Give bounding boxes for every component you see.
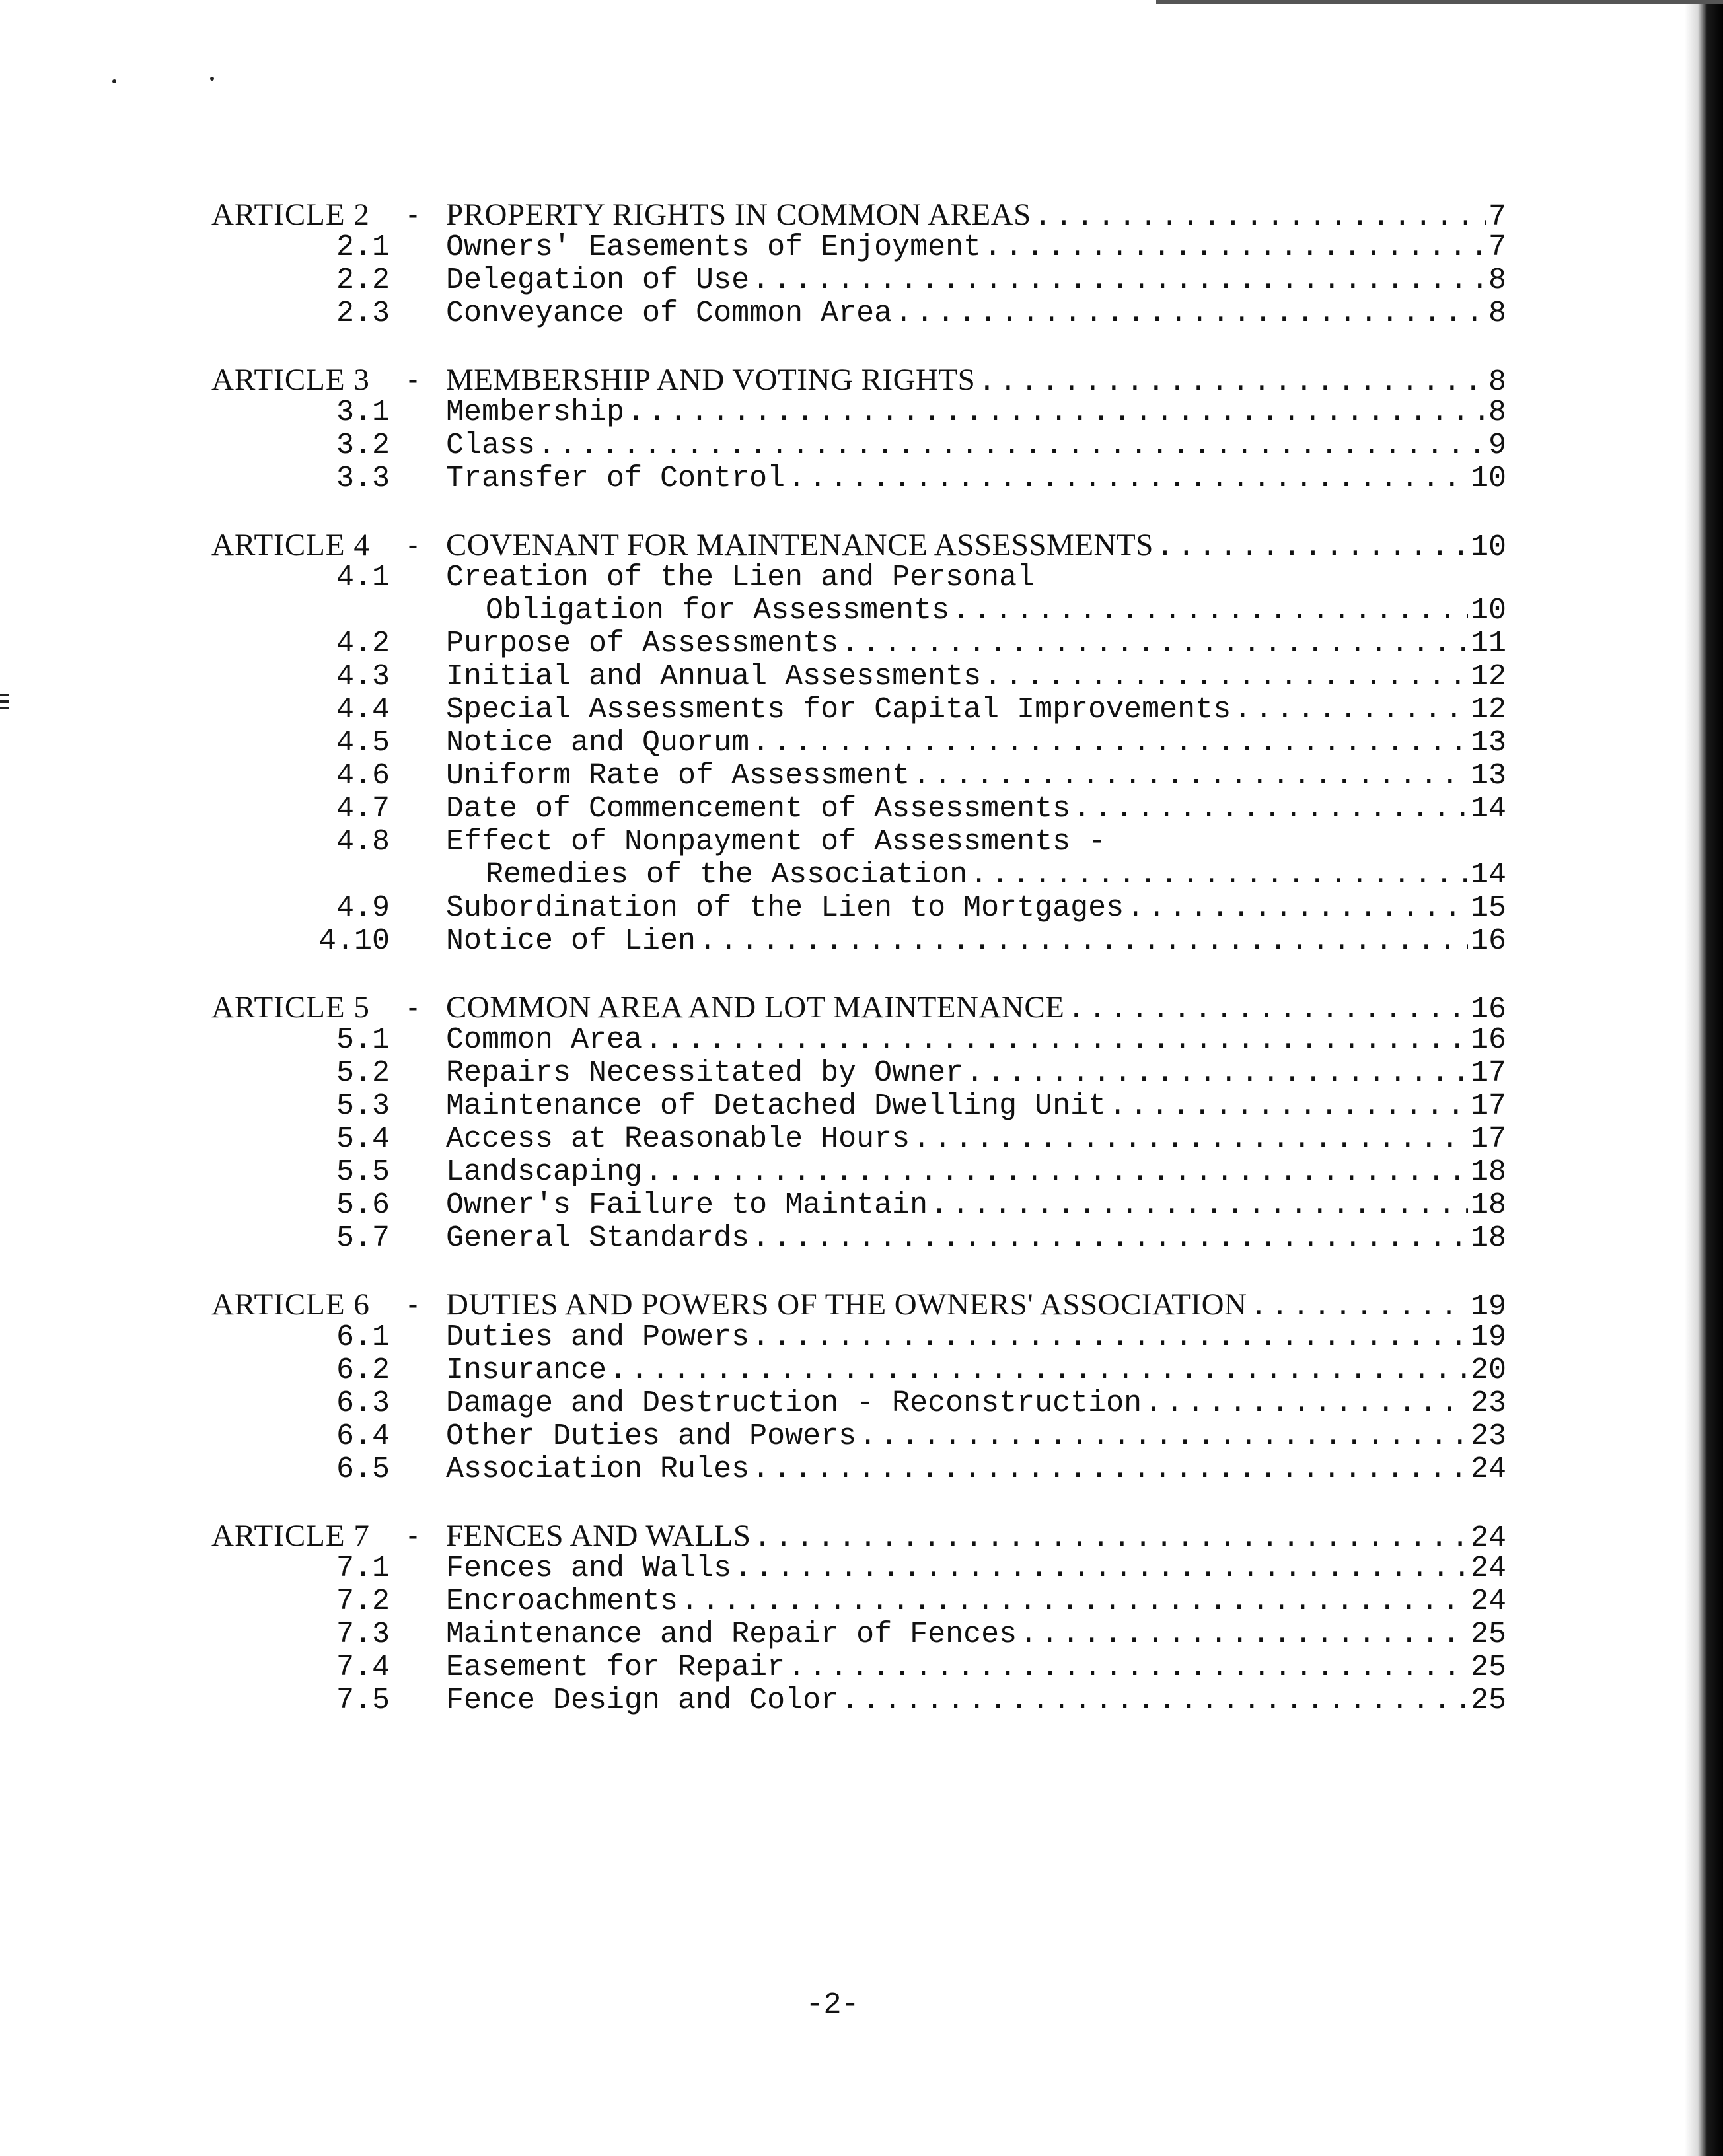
section-page: 24 xyxy=(1470,1585,1506,1618)
section-title: Transfer of Control xyxy=(446,462,786,495)
toc-section-line xyxy=(192,1552,1506,1585)
toc-section-line xyxy=(192,1057,1506,1090)
toc-article xyxy=(192,198,1506,330)
toc-section-line xyxy=(192,297,1506,330)
section-entry xyxy=(446,1090,1506,1123)
section-entry xyxy=(446,1189,1506,1222)
article-label: ARTICLE 3 xyxy=(211,363,370,397)
section-number: 7.1 xyxy=(336,1552,390,1585)
dot-leader xyxy=(1156,531,1468,564)
section-number: 4.8 xyxy=(336,825,390,859)
dot-leader xyxy=(1067,993,1468,1026)
section-page: 8 xyxy=(1488,396,1506,429)
section-entry xyxy=(446,1123,1506,1156)
section-page: 24 xyxy=(1470,1453,1506,1486)
toc-section-line xyxy=(192,429,1506,462)
section-page: 11 xyxy=(1470,627,1506,661)
section-title: Delegation of Use xyxy=(446,264,750,297)
toc-section-line xyxy=(192,561,1506,594)
section-number: 7.3 xyxy=(336,1618,390,1651)
section-page: 16 xyxy=(1470,924,1506,958)
toc-section-line xyxy=(192,628,1506,661)
section-number: 2.1 xyxy=(336,231,390,264)
dot-leader xyxy=(841,1684,1468,1717)
toc-article-heading xyxy=(192,1287,1506,1324)
toc-section-line xyxy=(192,793,1506,826)
article-entry xyxy=(446,198,1506,234)
section-entry xyxy=(446,1387,1506,1420)
toc-section-line xyxy=(192,1321,1506,1354)
section-page: 8 xyxy=(1488,297,1506,330)
article-label: ARTICLE 6 xyxy=(211,1287,370,1322)
section-entry xyxy=(446,231,1506,264)
dot-leader xyxy=(609,1354,1468,1387)
toc-section-line xyxy=(192,1387,1506,1420)
table-of-contents xyxy=(192,198,1506,1750)
dot-leader xyxy=(627,396,1486,429)
scan-speck xyxy=(112,79,116,83)
toc-section-line xyxy=(192,1123,1506,1156)
toc-article-heading xyxy=(192,528,1506,564)
article-page: 7 xyxy=(1488,200,1506,234)
section-page: 12 xyxy=(1470,693,1506,727)
article-page: 19 xyxy=(1470,1290,1506,1324)
dot-leader xyxy=(680,1585,1468,1618)
dot-leader xyxy=(895,297,1486,330)
section-entry xyxy=(446,1552,1506,1585)
section-entry xyxy=(446,396,1506,429)
article-label: ARTICLE 2 xyxy=(211,198,370,232)
section-number: 4.2 xyxy=(336,627,390,661)
section-entry xyxy=(446,561,1506,594)
section-title: General Standards xyxy=(446,1221,750,1255)
section-page: 13 xyxy=(1470,759,1506,793)
section-entry xyxy=(446,661,1506,694)
section-number: 2.3 xyxy=(336,297,390,330)
section-title: Damage and Destruction - Reconstruction xyxy=(446,1386,1142,1420)
toc-section-line xyxy=(192,1090,1506,1123)
article-page: 16 xyxy=(1470,993,1506,1026)
section-number: 5.1 xyxy=(336,1023,390,1057)
section-title: Purpose of Assessments xyxy=(446,627,839,661)
section-entry xyxy=(486,594,1506,628)
toc-section-line xyxy=(192,1189,1506,1222)
toc-section-line xyxy=(192,462,1506,495)
section-entry xyxy=(446,429,1506,462)
section-entry xyxy=(446,1024,1506,1057)
scan-edge-top xyxy=(1156,0,1723,4)
section-number: 4.10 xyxy=(318,924,390,958)
dot-leader xyxy=(645,1156,1468,1189)
dot-leader xyxy=(984,231,1486,264)
section-title: Association Rules xyxy=(446,1453,750,1486)
section-entry xyxy=(446,892,1506,925)
toc-section-line xyxy=(192,892,1506,925)
section-entry xyxy=(446,1684,1506,1717)
dot-leader xyxy=(752,1321,1468,1354)
article-dash: - xyxy=(408,990,418,1024)
dot-leader xyxy=(1109,1090,1468,1123)
toc-section-line xyxy=(192,694,1506,727)
toc-section-line xyxy=(192,1684,1506,1717)
toc-section-line xyxy=(192,1420,1506,1453)
section-number: 6.4 xyxy=(336,1419,390,1453)
article-entry xyxy=(446,1519,1506,1555)
toc-section-line xyxy=(192,760,1506,793)
section-number: 7.2 xyxy=(336,1585,390,1618)
section-page: 9 xyxy=(1488,429,1506,462)
dot-leader xyxy=(966,1057,1468,1090)
section-title: Effect of Nonpayment of Assessments - xyxy=(446,825,1107,859)
dot-leader xyxy=(970,859,1468,892)
dot-leader xyxy=(788,462,1468,495)
section-number: 4.5 xyxy=(336,726,390,760)
toc-article xyxy=(192,528,1506,958)
section-entry xyxy=(446,1618,1506,1651)
section-title: Notice of Lien xyxy=(446,924,696,958)
section-entry xyxy=(446,727,1506,760)
article-dash: - xyxy=(408,1519,418,1552)
dot-leader xyxy=(841,628,1468,661)
section-page: 16 xyxy=(1470,1023,1506,1057)
toc-section-line xyxy=(192,859,1506,892)
section-number: 5.3 xyxy=(336,1089,390,1123)
section-page: 18 xyxy=(1470,1155,1506,1189)
section-page: 14 xyxy=(1470,792,1506,826)
toc-section-line xyxy=(192,826,1506,859)
toc-article-heading xyxy=(192,363,1506,399)
section-entry xyxy=(446,1453,1506,1486)
section-number: 6.2 xyxy=(336,1353,390,1387)
scan-speck xyxy=(210,77,214,81)
dot-leader xyxy=(1073,793,1468,826)
article-entry xyxy=(446,991,1506,1026)
section-page: 18 xyxy=(1470,1221,1506,1255)
article-dash: - xyxy=(408,528,418,561)
section-title: Encroachments xyxy=(446,1585,678,1618)
section-title: Owners' Easements of Enjoyment xyxy=(446,231,982,264)
toc-section-line xyxy=(192,661,1506,694)
dot-leader xyxy=(978,366,1486,399)
section-title: Common Area xyxy=(446,1023,643,1057)
toc-article xyxy=(192,1519,1506,1717)
toc-section-line xyxy=(192,1585,1506,1618)
article-page: 10 xyxy=(1470,530,1506,564)
dot-leader xyxy=(912,760,1468,793)
section-title: Insurance xyxy=(446,1353,607,1387)
dot-leader xyxy=(1144,1387,1468,1420)
dot-leader xyxy=(912,1123,1468,1156)
section-page: 17 xyxy=(1470,1056,1506,1090)
toc-article xyxy=(192,991,1506,1255)
section-page: 7 xyxy=(1488,231,1506,264)
section-number: 4.4 xyxy=(336,693,390,727)
section-entry xyxy=(446,1651,1506,1684)
section-number: 4.3 xyxy=(336,660,390,694)
toc-section-line xyxy=(192,396,1506,429)
section-entry xyxy=(446,1057,1506,1090)
section-page: 17 xyxy=(1470,1089,1506,1123)
section-page: 25 xyxy=(1470,1651,1506,1684)
section-entry xyxy=(446,297,1506,330)
section-entry xyxy=(486,859,1506,892)
section-number: 5.7 xyxy=(336,1221,390,1255)
article-label: ARTICLE 7 xyxy=(211,1519,370,1553)
toc-article xyxy=(192,363,1506,495)
section-title: Fences and Walls xyxy=(446,1552,732,1585)
section-page: 8 xyxy=(1488,264,1506,297)
dot-leader xyxy=(752,264,1486,297)
article-page: 24 xyxy=(1470,1521,1506,1555)
toc-section-line xyxy=(192,1618,1506,1651)
dot-leader xyxy=(1019,1618,1468,1651)
toc-article-heading xyxy=(192,198,1506,234)
section-page: 24 xyxy=(1470,1552,1506,1585)
section-page: 10 xyxy=(1470,462,1506,495)
section-number: 5.6 xyxy=(336,1188,390,1222)
section-number: 4.6 xyxy=(336,759,390,793)
toc-section-line xyxy=(192,1024,1506,1057)
section-title: Access at Reasonable Hours xyxy=(446,1122,910,1156)
toc-section-line xyxy=(192,925,1506,958)
section-number: 3.3 xyxy=(336,462,390,495)
section-number: 7.5 xyxy=(336,1684,390,1717)
section-title: Maintenance and Repair of Fences xyxy=(446,1618,1017,1651)
article-title: PROPERTY RIGHTS IN COMMON AREAS xyxy=(446,198,1031,232)
toc-section-line xyxy=(192,594,1506,628)
dot-leader xyxy=(538,429,1486,462)
scan-edge-right xyxy=(1685,0,1723,2156)
dot-leader xyxy=(788,1651,1468,1684)
section-title: Creation of the Lien and Personal xyxy=(446,561,1035,594)
toc-article xyxy=(192,1288,1506,1486)
section-title: Fence Design and Color xyxy=(446,1684,839,1717)
article-entry xyxy=(446,528,1506,564)
section-number: 5.5 xyxy=(336,1155,390,1189)
dot-leader xyxy=(1034,201,1486,234)
section-title: Special Assessments for Capital Improvements xyxy=(446,693,1231,727)
section-page: 10 xyxy=(1470,594,1506,628)
scan-mark xyxy=(0,707,9,709)
article-title: DUTIES AND POWERS OF THE OWNERS' ASSOCIATION xyxy=(446,1287,1247,1322)
section-title: Class xyxy=(446,429,536,462)
dot-leader xyxy=(734,1552,1468,1585)
dot-leader xyxy=(1233,694,1468,727)
section-number: 3.1 xyxy=(336,396,390,429)
section-title: Duties and Powers xyxy=(446,1320,750,1354)
dot-leader xyxy=(1250,1291,1468,1324)
toc-section-line xyxy=(192,1156,1506,1189)
dot-leader xyxy=(930,1189,1468,1222)
section-title: Date of Commencement of Assessments xyxy=(446,792,1071,826)
toc-section-line xyxy=(192,264,1506,297)
section-entry xyxy=(446,1321,1506,1354)
article-title: FENCES AND WALLS xyxy=(446,1519,751,1553)
section-number: 6.5 xyxy=(336,1453,390,1486)
section-entry xyxy=(446,1222,1506,1255)
section-page: 15 xyxy=(1470,891,1506,925)
section-title: Initial and Annual Assessments xyxy=(446,660,982,694)
section-title: Membership xyxy=(446,396,625,429)
scan-mark xyxy=(0,694,9,696)
section-page: 25 xyxy=(1470,1684,1506,1717)
article-page: 8 xyxy=(1488,365,1506,399)
toc-article-heading xyxy=(192,1519,1506,1555)
article-entry xyxy=(446,363,1506,399)
section-entry xyxy=(446,264,1506,297)
toc-article-heading xyxy=(192,991,1506,1024)
section-page: 17 xyxy=(1470,1122,1506,1156)
section-number: 4.1 xyxy=(336,561,390,594)
article-entry xyxy=(446,1288,1506,1324)
dot-leader xyxy=(754,1522,1468,1555)
section-title: Subordination of the Lien to Mortgages xyxy=(446,891,1124,925)
section-number: 7.4 xyxy=(336,1651,390,1684)
section-page: 12 xyxy=(1470,660,1506,694)
dot-leader xyxy=(952,594,1468,628)
dot-leader xyxy=(752,1453,1468,1486)
section-title: Remedies of the Association xyxy=(486,858,968,892)
section-entry xyxy=(446,1585,1506,1618)
article-label: ARTICLE 4 xyxy=(211,528,370,562)
dot-leader xyxy=(752,727,1468,760)
section-title: Owner's Failure to Maintain xyxy=(446,1188,928,1222)
dot-leader xyxy=(1126,892,1468,925)
section-entry xyxy=(446,1420,1506,1453)
dot-leader xyxy=(752,1222,1468,1255)
dot-leader xyxy=(984,661,1468,694)
section-entry xyxy=(446,793,1506,826)
section-title: Easement for Repair xyxy=(446,1651,786,1684)
section-number: 5.2 xyxy=(336,1056,390,1090)
section-page: 25 xyxy=(1470,1618,1506,1651)
section-title: Obligation for Assessments xyxy=(486,594,950,628)
section-entry xyxy=(446,760,1506,793)
section-number: 4.9 xyxy=(336,891,390,925)
section-page: 19 xyxy=(1470,1320,1506,1354)
article-dash: - xyxy=(408,198,418,231)
section-number: 6.1 xyxy=(336,1320,390,1354)
toc-section-line xyxy=(192,727,1506,760)
article-title: COMMON AREA AND LOT MAINTENANCE xyxy=(446,990,1065,1024)
section-entry xyxy=(446,826,1506,859)
section-entry xyxy=(446,1354,1506,1387)
article-title: MEMBERSHIP AND VOTING RIGHTS xyxy=(446,363,976,397)
section-number: 5.4 xyxy=(336,1122,390,1156)
dot-leader xyxy=(859,1420,1468,1453)
section-entry xyxy=(446,628,1506,661)
section-entry xyxy=(446,1156,1506,1189)
section-number: 3.2 xyxy=(336,429,390,462)
section-title: Repairs Necessitated by Owner xyxy=(446,1056,964,1090)
article-title: COVENANT FOR MAINTENANCE ASSESSMENTS xyxy=(446,528,1154,562)
toc-section-line xyxy=(192,231,1506,264)
section-page: 13 xyxy=(1470,726,1506,760)
section-page: 14 xyxy=(1470,858,1506,892)
dot-leader xyxy=(645,1024,1468,1057)
section-number: 6.3 xyxy=(336,1386,390,1420)
section-title: Landscaping xyxy=(446,1155,643,1189)
toc-section-line xyxy=(192,1651,1506,1684)
section-page: 23 xyxy=(1470,1419,1506,1453)
section-entry xyxy=(446,925,1506,958)
toc-section-line xyxy=(192,1453,1506,1486)
scan-mark xyxy=(0,700,9,703)
section-title: Uniform Rate of Assessment xyxy=(446,759,910,793)
dot-leader xyxy=(698,925,1468,958)
section-title: Other Duties and Powers xyxy=(446,1419,857,1453)
article-dash: - xyxy=(408,1287,418,1321)
section-number: 4.7 xyxy=(336,792,390,826)
section-title: Notice and Quorum xyxy=(446,726,750,760)
section-title: Conveyance of Common Area xyxy=(446,297,893,330)
toc-section-line xyxy=(192,1222,1506,1255)
section-page: 18 xyxy=(1470,1188,1506,1222)
article-dash: - xyxy=(408,363,418,396)
section-title: Maintenance of Detached Dwelling Unit xyxy=(446,1089,1107,1123)
page-number: -2- xyxy=(805,1988,860,2022)
section-entry xyxy=(446,462,1506,495)
section-number: 2.2 xyxy=(336,264,390,297)
section-page: 23 xyxy=(1470,1386,1506,1420)
toc-section-line xyxy=(192,1354,1506,1387)
section-page: 20 xyxy=(1470,1353,1506,1387)
article-label: ARTICLE 5 xyxy=(211,990,370,1024)
section-entry xyxy=(446,694,1506,727)
